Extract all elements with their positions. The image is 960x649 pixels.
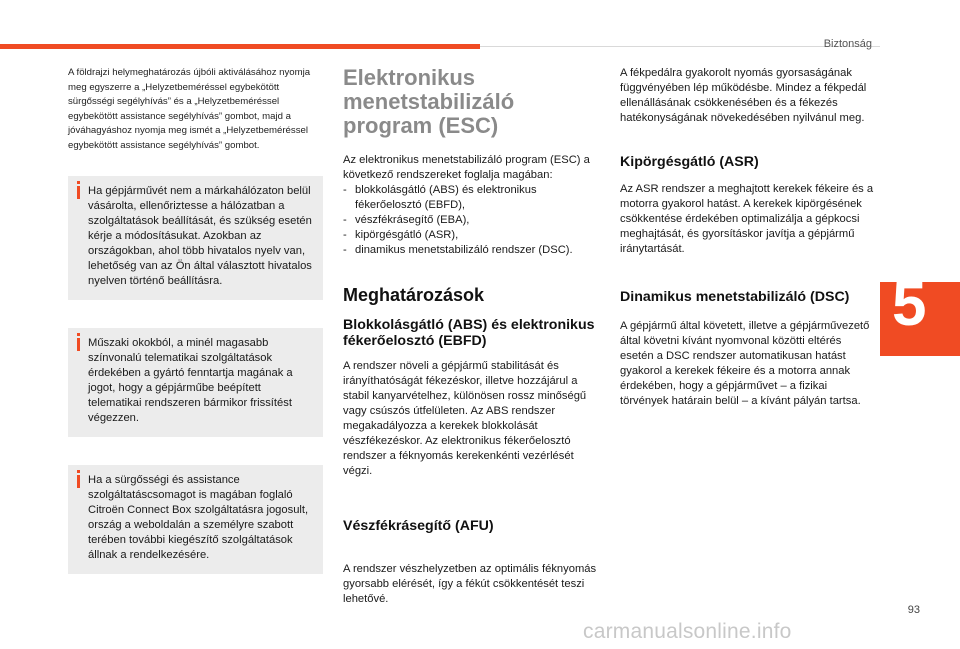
list-item: - dinamikus menetstabilizáló rendszer (DSC). (343, 243, 598, 258)
header-divider (480, 46, 880, 47)
list-item: - vészfékrásegítő (EBA), (343, 213, 598, 228)
info-icon (77, 475, 80, 488)
list-item: - blokkolásgátló (ABS) és elektronikus fékerőelosztó (EBFD), (343, 183, 598, 213)
esc-lead: Az elektronikus menetstabilizáló program (ESC) a következő rendszereket foglalja magában: (343, 154, 590, 181)
info-icon (77, 186, 80, 199)
note-text: Műszaki okokból, a minél magasabb színvonalú telematikai szolgáltatások érdekében a gyártó fenntartja magának a jogot, hogy a gépjárműbe beépített telematikai rendszeren bármikor frissítést végezzen. (88, 337, 293, 424)
definitions-heading: Meghatározások (343, 285, 485, 305)
abs-text: A rendszer növeli a gépjármű stabilitását és irányíthatóságát fékezéskor, illetve hozzájárul a stabil kanyarvételhez, különösen rossz minőségű vagy csúszós útfelületen. Az ABS rendszer megakadályozza a kerekek blokkolását vészfékezéskor. Az elektronikus fékerőelosztó rendszer a féknyomás kerekenkénti vezérlését végzi. (343, 360, 587, 477)
afu-heading: Vészfékrásegítő (AFU) (343, 518, 494, 534)
dsc-text: A gépjármű által követett, illetve a gépjárművezető által követni kívánt nyomvonal közötti eltérés esetén a DSC rendszer automatikusan hatást gyakorol a kerekek fékeire és a motorra annak érdekében, hogy a gépjárművet – a fizikai törvények határain belül – a kívánt pályán tartsa. (620, 320, 870, 407)
intro-text: A földrajzi helymeghatározás újbóli aktiválásához nyomja meg egyszerre a „Helyzetbeméréssel egybekötött sürgősségi segélyhívás” és a „Helyzetbeméréssel egybekötött assistance segélyhívás” gombot, majd a jóváhagyáshoz nyomja meg ismét a „Helyzetbeméréssel egybekötött assistance segélyhívás” gombot. (68, 67, 311, 151)
list-item: - kipörgésgátló (ASR), (343, 228, 598, 243)
info-note (68, 176, 323, 300)
note-text: Ha a sürgősségi és assistance szolgáltatáscsomagot is magában foglaló Citroën Connect Box szolgáltatásra jogosult, ország a weboldalán a személyre szabott terében további kiegészítő szolgáltatások állnak a rendelkezésére. (88, 474, 309, 561)
page-number: 93 (907, 604, 920, 616)
abs-heading: Blokkolásgátló (ABS) és elektronikus fékerőelosztó (EBFD) (343, 317, 595, 349)
afu-continued-text: A fékpedálra gyakorolt nyomás gyorsaságának függvényében lép működésbe. Mindez a fékpedál ellenállásának csökkenésében és a fékezés hatékonyságának növekedésében nyilvánul meg. (620, 67, 867, 124)
left-column (68, 66, 323, 574)
dsc-heading: Dinamikus menetstabilizáló (DSC) (620, 289, 850, 305)
section-title: Biztonság (823, 38, 872, 50)
info-icon (77, 338, 80, 351)
info-note (68, 328, 323, 437)
info-note (68, 465, 323, 574)
esc-system-list (343, 183, 598, 258)
chapter-number: 5 (892, 270, 927, 339)
right-column (620, 66, 875, 409)
asr-heading: Kipörgésgátló (ASR) (620, 154, 759, 170)
asr-text: Az ASR rendszer a meghajtott kerekek fékeire és a motorra gyakorol hatást. A kerekek kipörgésének csökkentése érdekében optimalizálja a gépkocsi meghajtását, és gyorsításkor javítja a gépjármű iránytartását. (620, 183, 874, 255)
esc-title: Elektronikus menetstabilizáló program (ESC) (343, 65, 515, 138)
afu-text: A rendszer vészhelyzetben az optimális féknyomás gyorsabb elérését, így a fékút csökkentését teszi lehetővé. (343, 563, 597, 605)
middle-column (343, 66, 598, 607)
header-accent-bar (0, 44, 480, 49)
watermark-text: carmanualsonline.info (583, 620, 792, 643)
note-text: Ha gépjárművét nem a márkahálózaton belül vásárolta, ellenőriztesse a hálózatban a szolgáltatások beállítását, és szükség esetén kérje a módosításukat. Azokban az országokban, ahol több hivatalos nyelv van, lehetőség van az Ön által választott hivatalos nyelven történő beállításra. (88, 185, 312, 287)
